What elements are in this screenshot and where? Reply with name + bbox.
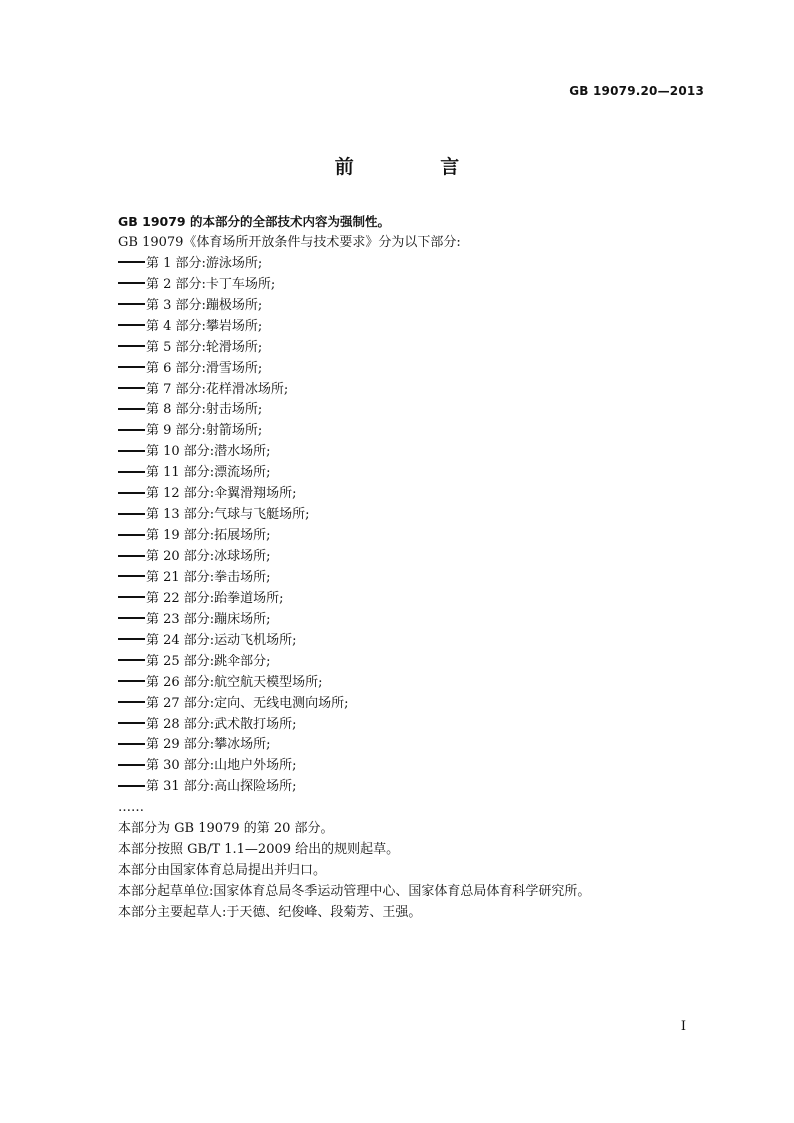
part-label: 第 8 部分:射击场所; [146,402,263,418]
part-list-item [118,296,718,317]
em-dash-marker [118,638,145,640]
part-list-item [118,568,718,589]
em-dash-marker [118,387,145,389]
part-list-item [118,631,718,652]
em-dash-marker [118,471,145,473]
part-list-item [118,547,718,568]
part-list-item [118,673,718,694]
part-list-item [118,589,718,610]
part-label: 第 12 部分:伞翼滑翔场所; [146,486,297,502]
part-list-item [118,756,718,777]
em-dash-marker [118,261,145,263]
part-list-item [118,338,718,359]
part-list-item [118,777,718,798]
part-label: 第 25 部分:跳伞部分; [146,653,271,669]
em-dash-marker [118,575,145,577]
part-list-item [118,254,718,275]
part-list-item [118,652,718,673]
em-dash-marker [118,408,145,410]
em-dash-marker [118,701,145,703]
part-label: 第 11 部分:漂流场所; [146,465,271,481]
part-label: 第 19 部分:拓展场所; [146,528,271,544]
em-dash-marker [118,513,145,515]
part-list-item [118,735,718,756]
em-dash-marker [118,366,145,368]
part-label: 第 21 部分:拳击场所; [146,569,271,585]
part-label: 第 27 部分:定向、无线电测向场所; [146,695,349,711]
part-label: 第 30 部分:山地户外场所; [146,758,297,774]
part-list-item [118,610,718,631]
part-list-item [118,694,718,715]
part-label: 第 28 部分:武术散打场所; [146,716,297,732]
foreword-content [118,212,718,924]
em-dash-marker [118,534,145,536]
part-list-item [118,505,718,526]
part-label: 第 1 部分:游泳场所; [146,255,263,271]
part-label: 第 22 部分:跆拳道场所; [146,590,284,606]
em-dash-marker [118,303,145,305]
closing-paragraphs [118,819,718,924]
em-dash-marker [118,429,145,431]
part-list-item [118,421,718,442]
closing-paragraph: 本部分由国家体育总局提出并归口。 [118,863,327,879]
part-label: 第 2 部分:卡丁车场所; [146,276,276,292]
parts-intro: GB 19079《体育场所开放条件与技术要求》分为以下部分: [118,234,461,250]
em-dash-marker [118,785,145,787]
part-label: 第 7 部分:花样滑冰场所; [146,381,289,397]
part-label: 第 10 部分:潜水场所; [146,444,271,460]
part-label: 第 20 部分:冰球场所; [146,549,271,564]
part-list-item [118,380,718,401]
page-title: 前 言 [334,156,500,178]
em-dash-marker [118,617,145,619]
part-label: 第 6 部分:滑雪场所; [146,360,263,376]
em-dash-marker [118,659,145,661]
em-dash-marker [118,450,145,452]
em-dash-marker [118,492,145,494]
em-dash-marker [118,324,145,326]
mandatory-statement: GB 19079 的本部分的全部技术内容为强制性。 [118,214,390,229]
closing-paragraph: 本部分主要起草人:于天德、纪俊峰、段菊芳、王强。 [118,904,422,920]
em-dash-marker [118,722,145,724]
part-label: 第 9 部分:射箭场所; [146,423,263,439]
part-list-item [118,526,718,547]
part-label: 第 31 部分:高山探险场所; [146,779,297,795]
em-dash-marker [118,282,145,284]
part-label: 第 29 部分:攀冰场所; [146,737,271,753]
em-dash-marker [118,596,145,598]
part-label: 第 23 部分:蹦床场所; [146,611,271,627]
closing-paragraph: 本部分起草单位:国家体育总局冬季运动管理中心、国家体育总局体育科学研究所。 [118,884,591,899]
part-label: 第 4 部分:攀岩场所; [146,318,263,334]
part-list-item [118,275,718,296]
em-dash-marker [118,743,145,745]
part-label: 第 5 部分:轮滑场所; [146,339,263,355]
part-label: 第 24 部分:运动飞机场所; [146,632,297,648]
em-dash-marker [118,555,145,557]
part-list-item [118,317,718,338]
part-list-item [118,715,718,736]
page-number: I [680,1019,686,1034]
part-list-item [118,400,718,421]
standard-code: GB 19079.20—2013 [569,84,704,98]
em-dash-marker [118,345,145,347]
closing-paragraph: 本部分按照 GB/T 1.1—2009 给出的规则起草。 [118,842,400,858]
part-list-item [118,484,718,505]
ellipsis: …… [118,800,144,816]
closing-paragraph: 本部分为 GB 19079 的第 20 部分。 [118,821,334,837]
parts-list [118,254,718,798]
part-list-item [118,359,718,380]
part-list-item [118,442,718,463]
part-list-item [118,463,718,484]
part-label: 第 26 部分:航空航天模型场所; [146,674,323,690]
part-label: 第 3 部分:蹦极场所; [146,297,263,313]
em-dash-marker [118,764,145,766]
part-label: 第 13 部分:气球与飞艇场所; [146,507,310,523]
em-dash-marker [118,680,145,682]
